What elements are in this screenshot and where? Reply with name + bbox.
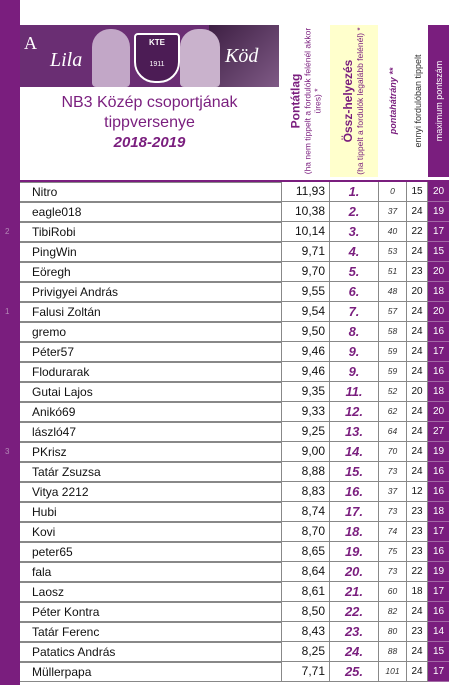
player-name: Péter Kontra [20,602,282,622]
row-side-marker [0,382,20,402]
table-row [0,442,449,462]
points-handicap: 82 [379,602,407,622]
max-score: 17 [428,582,449,602]
player-name: Kovi [20,522,282,542]
points-average: 8,88 [282,462,330,482]
max-score: 17 [428,662,449,682]
points-handicap: 0 [379,182,407,202]
overall-position: 11. [330,382,379,402]
player-name: Anikó69 [20,402,282,422]
points-average: 9,25 [282,422,330,442]
points-handicap: 75 [379,542,407,562]
row-side-marker [0,242,20,262]
points-handicap: 73 [379,562,407,582]
rounds-tipped: 23 [407,502,428,522]
points-handicap: 101 [379,662,407,682]
table-row [0,202,449,222]
max-score: 27 [428,422,449,442]
row-side-marker [0,482,20,502]
rounds-tipped: 24 [407,202,428,222]
row-side-marker [0,602,20,622]
rounds-tipped: 23 [407,522,428,542]
side-mark: 2 [5,227,10,236]
crest-top-text: KTE [149,38,165,47]
overall-position: 4. [330,242,379,262]
points-handicap: 51 [379,262,407,282]
overall-position: 12. [330,402,379,422]
rounds-tipped: 23 [407,542,428,562]
points-average: 9,46 [282,362,330,382]
max-score: 16 [428,362,449,382]
player-name: Tatár Ferenc [20,622,282,642]
max-score: 19 [428,442,449,462]
banner-right-text: Köd [225,45,259,67]
points-average: 10,38 [282,202,330,222]
points-average: 11,93 [282,182,330,202]
points-handicap: 53 [379,242,407,262]
player-name: fala [20,562,282,582]
overall-position: 17. [330,502,379,522]
points-average: 8,50 [282,602,330,622]
points-handicap: 64 [379,422,407,442]
page-title-line1: NB3 Közép csoportjának [61,94,238,111]
player-name: Hubi [20,502,282,522]
table-row [0,522,449,542]
header-average-label: Pontátlag [288,73,303,129]
table-row [0,342,449,362]
points-average: 8,74 [282,502,330,522]
header-average-note: (ha nem tippelt a fordulók felénél akkor üres) * [302,27,322,175]
side-mark: 1 [5,307,10,316]
rounds-tipped: 24 [407,242,428,262]
points-handicap: 73 [379,462,407,482]
overall-position: 7. [330,302,379,322]
points-handicap: 73 [379,502,407,522]
banner-letter: A [24,33,37,53]
page-title-box [20,87,279,157]
row-side-marker [0,402,20,422]
table-row [0,662,449,682]
row-side-marker [0,562,20,582]
max-score: 16 [428,462,449,482]
overall-position: 15. [330,462,379,482]
row-side-marker [0,182,20,202]
player-name: Péter57 [20,342,282,362]
table-row [0,462,449,482]
max-score: 20 [428,262,449,282]
player-name: Müllerpapa [20,662,282,682]
crest-bottom-text: 1911 [149,61,165,68]
points-handicap: 88 [379,642,407,662]
max-score: 17 [428,522,449,542]
season-label: 2018-2019 [113,134,186,151]
points-handicap: 58 [379,322,407,342]
overall-position: 21. [330,582,379,602]
player-name: Eöregh [20,262,282,282]
rounds-tipped: 18 [407,582,428,602]
max-score: 17 [428,222,449,242]
overall-position: 9. [330,362,379,382]
table-row [0,302,449,322]
row-side-marker [0,522,20,542]
header-rounds-label: ennyi fordulóban tippelt [412,54,423,148]
points-average: 9,71 [282,242,330,262]
overall-position: 1. [330,182,379,202]
banner-left-text: Lila [50,49,83,71]
overall-position: 8. [330,322,379,342]
rounds-tipped: 24 [407,602,428,622]
overall-position: 9. [330,342,379,362]
max-score: 20 [428,302,449,322]
max-score: 14 [428,622,449,642]
table-row [0,562,449,582]
row-side-marker [0,642,20,662]
player-name: TibiRobi [20,222,282,242]
player-photo-left [92,29,130,87]
header-handicap [379,25,407,177]
points-handicap: 59 [379,362,407,382]
table-row [0,262,449,282]
row-side-marker [0,362,20,382]
table-row [0,242,449,262]
player-name: Privigyei András [20,282,282,302]
page-title-line2: tippversenye [104,114,195,131]
rounds-tipped: 24 [407,402,428,422]
rounds-tipped: 20 [407,282,428,302]
header-position-label: Össz-helyezés [341,59,356,143]
table-row [0,482,449,502]
rounds-tipped: 23 [407,622,428,642]
player-photo-right [180,29,220,87]
rounds-tipped: 24 [407,322,428,342]
row-side-marker [0,462,20,482]
overall-position: 6. [330,282,379,302]
side-mark: 3 [5,447,10,456]
rounds-tipped: 22 [407,562,428,582]
player-name: peter65 [20,542,282,562]
row-side-marker [0,662,20,682]
header-handicap-label: pontahátrány ** [387,67,398,135]
points-average: 9,70 [282,262,330,282]
table-row [0,382,449,402]
player-name: Nitro [20,182,282,202]
player-name: Flodurarak [20,362,282,382]
table-row [0,502,449,522]
overall-position: 19. [330,542,379,562]
points-average: 9,54 [282,302,330,322]
points-average: 9,00 [282,442,330,462]
rounds-tipped: 20 [407,382,428,402]
player-name: Tatár Zsuzsa [20,462,282,482]
overall-position: 14. [330,442,379,462]
points-average: 8,25 [282,642,330,662]
table-row [0,642,449,662]
row-side-marker [0,262,20,282]
row-side-marker [0,542,20,562]
points-average: 8,61 [282,582,330,602]
rounds-tipped: 24 [407,422,428,442]
points-average: 8,83 [282,482,330,502]
points-handicap: 80 [379,622,407,642]
player-name: lászló47 [20,422,282,442]
max-score: 15 [428,642,449,662]
player-name: gremo [20,322,282,342]
max-score: 20 [428,182,449,202]
max-score: 16 [428,482,449,502]
overall-position: 16. [330,482,379,502]
overall-position: 23. [330,622,379,642]
rounds-tipped: 24 [407,442,428,462]
overall-position: 22. [330,602,379,622]
overall-position: 24. [330,642,379,662]
points-handicap: 48 [379,282,407,302]
table-row [0,402,449,422]
points-handicap: 70 [379,442,407,462]
rounds-tipped: 24 [407,642,428,662]
max-score: 16 [428,542,449,562]
table-row [0,362,449,382]
max-score: 18 [428,282,449,302]
rounds-tipped: 24 [407,342,428,362]
rounds-tipped: 12 [407,482,428,502]
rounds-tipped: 24 [407,362,428,382]
points-handicap: 59 [379,342,407,362]
table-row [0,422,449,442]
row-side-marker [0,622,20,642]
table-row [0,622,449,642]
rounds-tipped: 22 [407,222,428,242]
player-name: Falusi Zoltán [20,302,282,322]
overall-position: 3. [330,222,379,242]
max-score: 19 [428,562,449,582]
table-row [0,322,449,342]
header-max-label: maximum pontszám [433,60,444,142]
table-row [0,222,449,242]
points-average: 8,70 [282,522,330,542]
points-average: 9,50 [282,322,330,342]
header-position-note: (ha tippelt a fordulók legalább felénél) * [355,27,366,175]
points-handicap: 74 [379,522,407,542]
player-name: Patatics András [20,642,282,662]
points-average: 8,64 [282,562,330,582]
max-score: 16 [428,322,449,342]
max-score: 16 [428,602,449,622]
header-rounds [407,25,428,177]
table-row [0,602,449,622]
player-name: PKrisz [20,442,282,462]
overall-position: 13. [330,422,379,442]
table-row [0,582,449,602]
max-score: 18 [428,502,449,522]
points-handicap: 60 [379,582,407,602]
row-side-marker [0,582,20,602]
row-side-marker [0,222,20,242]
rounds-tipped: 23 [407,262,428,282]
row-side-marker [0,442,20,462]
player-name: PingWin [20,242,282,262]
header-overall-position [330,25,378,177]
table-row [0,182,449,202]
overall-position: 20. [330,562,379,582]
row-side-marker [0,302,20,322]
max-score: 18 [428,382,449,402]
overall-position: 18. [330,522,379,542]
points-handicap: 52 [379,382,407,402]
header-banner [20,25,279,87]
points-handicap: 37 [379,482,407,502]
row-side-marker [0,322,20,342]
rounds-tipped: 15 [407,182,428,202]
table-row [0,542,449,562]
club-crest-icon [134,33,180,83]
row-side-marker [0,282,20,302]
row-side-marker [0,502,20,522]
points-average: 9,33 [282,402,330,422]
row-side-marker [0,422,20,442]
max-score: 15 [428,242,449,262]
points-average: 7,71 [282,662,330,682]
overall-position: 2. [330,202,379,222]
overall-position: 5. [330,262,379,282]
points-handicap: 57 [379,302,407,322]
row-side-marker [0,202,20,222]
max-score: 20 [428,402,449,422]
row-side-marker [0,342,20,362]
player-name: eagle018 [20,202,282,222]
header-max-score [428,25,449,177]
player-name: Gutai Lajos [20,382,282,402]
points-average: 9,35 [282,382,330,402]
header-average [284,25,328,177]
overall-position: 25. [330,662,379,682]
points-average: 10,14 [282,222,330,242]
points-handicap: 62 [379,402,407,422]
points-handicap: 40 [379,222,407,242]
rounds-tipped: 24 [407,462,428,482]
rounds-tipped: 24 [407,662,428,682]
points-average: 8,65 [282,542,330,562]
rounds-tipped: 24 [407,302,428,322]
table-row [0,282,449,302]
player-name: Laosz [20,582,282,602]
max-score: 19 [428,202,449,222]
points-average: 9,55 [282,282,330,302]
player-name: Vitya 2212 [20,482,282,502]
max-score: 17 [428,342,449,362]
points-average: 8,43 [282,622,330,642]
points-handicap: 37 [379,202,407,222]
points-average: 9,46 [282,342,330,362]
